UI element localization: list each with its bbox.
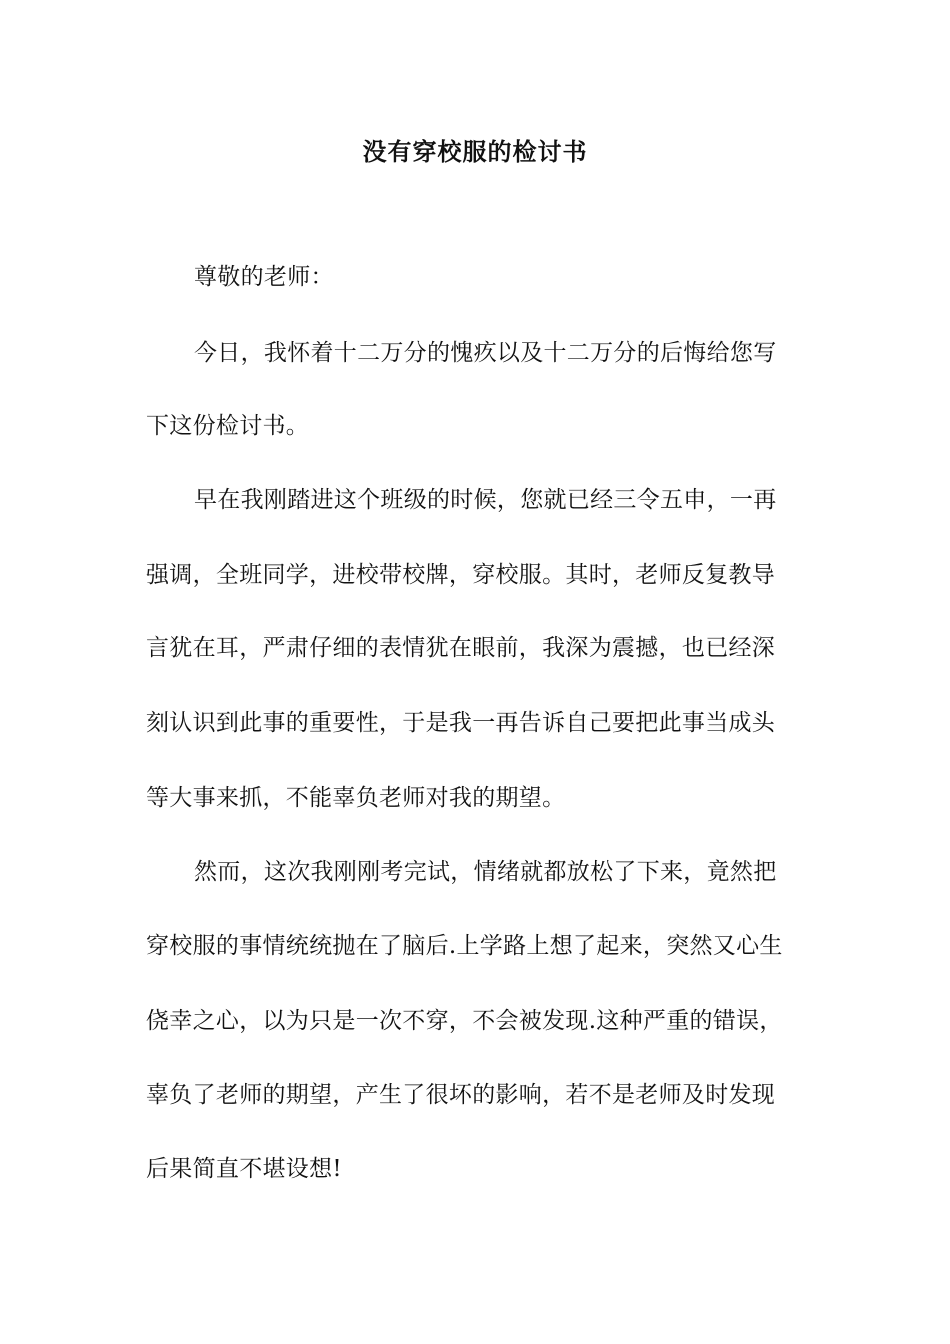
body-line: 侥幸之心，以为只是一次不穿，不会被发现.这种严重的错误， bbox=[146, 1008, 783, 1034]
body-line: 刻认识到此事的重要性，于是我一再告诉自己要把此事当成头 bbox=[146, 710, 776, 736]
body-line: 早在我刚踏进这个班级的时候，您就已经三令五申，一再 bbox=[194, 487, 777, 513]
body-line: 辜负了老师的期望，产生了很坏的影响，若不是老师及时发现 bbox=[146, 1082, 776, 1108]
body-line: 然而，这次我刚刚考完试，情绪就都放松了下来，竟然把 bbox=[194, 859, 777, 885]
body-line: 等大事来抓，不能辜负老师对我的期望。 bbox=[146, 785, 566, 811]
body-line: 穿校服的事情统统抛在了脑后.上学路上想了起来，突然又心生 bbox=[146, 933, 783, 959]
body-line: 后果简直不堪设想! bbox=[146, 1156, 342, 1182]
body-line: 下这份检讨书。 bbox=[146, 413, 310, 439]
document-title: 没有穿校服的检讨书 bbox=[362, 137, 588, 166]
body-line: 言犹在耳，严肃仔细的表情犹在眼前，我深为震撼，也已经深 bbox=[146, 635, 776, 661]
salutation-line: 尊敬的老师： bbox=[194, 264, 334, 290]
body-line: 强调，全班同学，进校带校牌，穿校服。其时，老师反复教导 bbox=[146, 562, 776, 588]
body-line: 今日，我怀着十二万分的愧疚以及十二万分的后悔给您写 bbox=[194, 340, 777, 366]
